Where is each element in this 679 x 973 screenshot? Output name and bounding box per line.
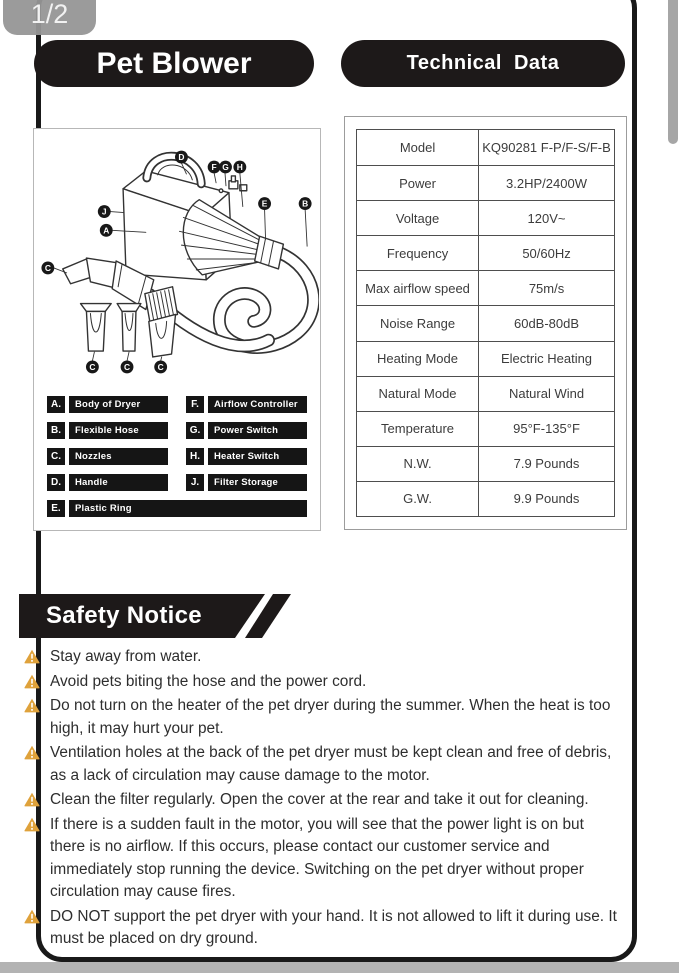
legend-letter: D. <box>47 474 65 491</box>
spec-value: 120V~ <box>479 200 614 235</box>
safety-item <box>24 814 622 904</box>
spec-label: Max airflow speed <box>357 270 479 305</box>
page-title: Pet Blower <box>96 46 252 80</box>
bottom-gray-strip <box>0 962 679 973</box>
spec-value: 75m/s <box>479 270 614 305</box>
callout-letter: D <box>178 152 185 163</box>
legend-label: Nozzles <box>69 448 168 465</box>
legend-item-g <box>186 422 307 439</box>
legend-item-b <box>47 422 168 439</box>
page-indicator <box>3 0 96 35</box>
warning-icon <box>24 909 40 924</box>
spec-label: Frequency <box>357 235 479 270</box>
page-indicator-text: 1/2 <box>30 0 69 29</box>
safety-list <box>24 646 622 953</box>
spec-label: Temperature <box>357 411 479 446</box>
legend-label: Heater Switch <box>208 448 307 465</box>
legend-item-h <box>186 448 307 465</box>
callout-letter: C <box>44 262 51 273</box>
spec-label: Voltage <box>357 200 479 235</box>
legend-letter: H. <box>186 448 204 465</box>
callout-letter: F <box>211 161 217 172</box>
warning-icon <box>24 745 40 760</box>
pet-blower-diagram <box>35 131 319 393</box>
callout-letter: G <box>222 161 229 172</box>
spec-table-panel <box>344 116 627 530</box>
parts-legend <box>47 396 307 517</box>
legend-letter: E. <box>47 500 65 517</box>
safety-text: If there is a sudden fault in the motor, you will see that the power light is on but there is no airflow. If this occurs, please contact our customer service and immediately stop running the device. Switching on the pet dryer without proper circulation may cause fires. <box>50 815 584 900</box>
safety-item <box>24 906 622 951</box>
spec-value: Electric Heating <box>479 341 614 376</box>
legend-label: Flexible Hose <box>69 422 168 439</box>
section-title: Technical Data <box>406 52 560 74</box>
spec-table <box>356 129 615 517</box>
spec-value: 95°F-135°F <box>479 411 614 446</box>
legend-label: Airflow Controller <box>208 396 307 413</box>
spec-label: G.W. <box>357 481 479 516</box>
spec-label: Natural Mode <box>357 376 479 411</box>
safety-item <box>24 695 622 740</box>
spec-value: 3.2HP/2400W <box>479 165 614 200</box>
spec-label: Noise Range <box>357 305 479 340</box>
callout-letter: C <box>89 361 96 372</box>
warning-icon <box>24 649 40 664</box>
callout-letter: E <box>261 198 268 209</box>
safety-text: DO NOT support the pet dryer with your hand. It is not allowed to lift it during use. It must be placed on dry ground. <box>50 907 617 947</box>
legend-letter: A. <box>47 396 65 413</box>
legend-letter: G. <box>186 422 204 439</box>
spec-value: 7.9 Pounds <box>479 446 614 481</box>
spec-value: Natural Wind <box>479 376 614 411</box>
safety-item <box>24 742 622 787</box>
safety-item <box>24 671 622 694</box>
callout-letter: C <box>123 361 131 372</box>
legend-letter: B. <box>47 422 65 439</box>
spec-value: 50/60Hz <box>479 235 614 270</box>
diagram-panel <box>33 128 321 531</box>
safety-title: Safety Notice <box>46 602 202 629</box>
safety-item <box>24 789 622 812</box>
safety-text: Ventilation holes at the back of the pet dryer must be kept clean and free of debris, as a lack of circulation may cause damage to the motor. <box>50 744 612 784</box>
spec-value: 60dB-80dB <box>479 305 614 340</box>
warning-icon <box>24 698 40 713</box>
callout-letter: A <box>103 225 110 236</box>
warning-icon <box>24 674 40 689</box>
legend-letter: F. <box>186 396 204 413</box>
safety-text: Clean the filter regularly. Open the cover at the rear and take it out for cleaning. <box>50 791 589 808</box>
warning-icon <box>24 792 40 807</box>
title-pet-blower <box>34 40 314 87</box>
callout-letter: J <box>101 206 107 217</box>
safety-item <box>24 646 622 669</box>
scrollbar-thumb[interactable] <box>668 0 678 144</box>
spec-label: Heating Mode <box>357 341 479 376</box>
callout-letter: H <box>236 161 243 172</box>
legend-item-j <box>186 474 307 491</box>
legend-item-c <box>47 448 168 465</box>
safety-text: Stay away from water. <box>50 648 202 665</box>
legend-letter: C. <box>47 448 65 465</box>
spec-value: 9.9 Pounds <box>479 481 614 516</box>
legend-item-f <box>186 396 307 413</box>
legend-item-e <box>47 500 307 517</box>
legend-letter: J. <box>186 474 204 491</box>
title-technical-data <box>341 40 625 87</box>
callout-letter: B <box>302 198 309 209</box>
legend-label: Plastic Ring <box>69 500 307 517</box>
legend-label: Power Switch <box>208 422 307 439</box>
warning-icon <box>24 817 40 832</box>
safety-text: Avoid pets biting the hose and the power cord. <box>50 672 367 690</box>
legend-item-d <box>47 474 168 491</box>
legend-label: Filter Storage <box>208 474 307 491</box>
callout-letter: C <box>157 361 164 372</box>
spec-label: Power <box>357 165 479 200</box>
safety-text: Do not turn on the heater of the pet dryer during the summer. When the heat is too high, it may hurt your pet. <box>50 697 611 737</box>
legend-label: Handle <box>69 474 168 491</box>
legend-label: Body of Dryer <box>69 396 168 413</box>
legend-item-a <box>47 396 168 413</box>
safety-notice-banner <box>19 594 301 638</box>
spec-value: KQ90281 F-P/F-S/F-B <box>482 140 611 156</box>
spec-label: Model <box>357 130 479 165</box>
spec-label: N.W. <box>357 446 479 481</box>
